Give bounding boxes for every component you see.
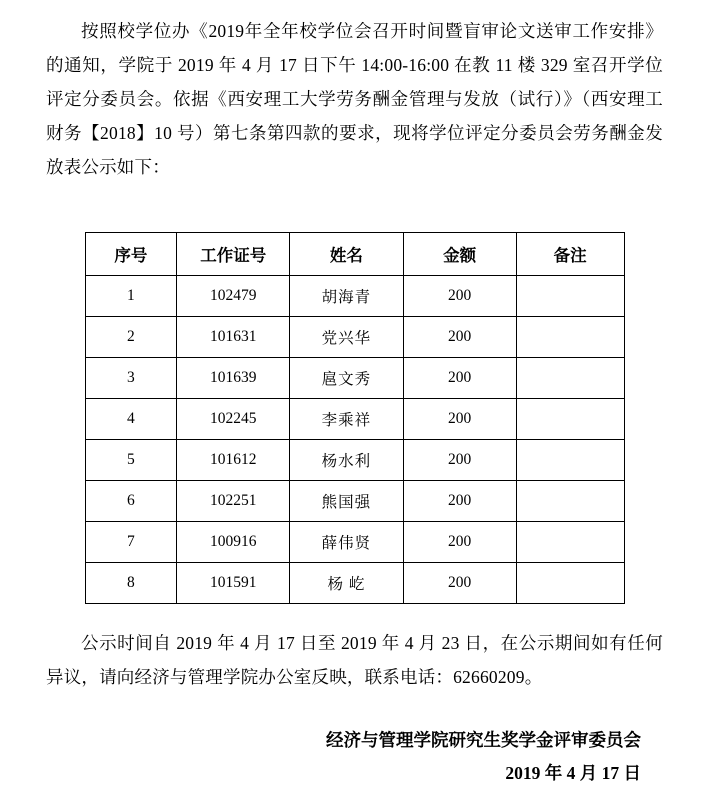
- signature-date: 2019 年 4 月 17 日: [505, 763, 641, 783]
- notice-section: [46, 626, 663, 694]
- table-header: [85, 233, 624, 276]
- cell-note: [516, 317, 624, 358]
- table-row: [85, 522, 624, 563]
- table-body: [85, 276, 624, 604]
- cell-employee-id: 102245: [177, 399, 290, 440]
- cell-note: [516, 276, 624, 317]
- cell-employee-id: 101639: [177, 358, 290, 399]
- signature-organization: 经济与管理学院研究生奖学金评审委员会: [326, 730, 641, 750]
- signature-block: [46, 724, 663, 790]
- cell-name: 胡海青: [290, 276, 403, 317]
- cell-name: 杨 屹: [290, 563, 403, 604]
- cell-name: 薛伟贤: [290, 522, 403, 563]
- table-row: [85, 358, 624, 399]
- intro-section: [46, 14, 663, 184]
- cell-name: 李乘祥: [290, 399, 403, 440]
- cell-name: 熊国强: [290, 481, 403, 522]
- cell-note: [516, 563, 624, 604]
- cell-amount: 200: [403, 358, 516, 399]
- cell-name: 杨水利: [290, 440, 403, 481]
- intro-paragraph: 按照校学位办《2019年全年校学位会召开时间暨盲审论文送审工作安排》的通知，学院于 2019 年 4 月 17 日下午 14:00-16:00 在教 11 楼 329 室召开学位评定分委员会。依据《西安理工大学劳务酬金管理与发放（试行）》（西安理工财务【2018】10 号）第七条第四款的要求，现将学位评定分委员会劳务酬金发放表公示如下：: [46, 21, 663, 177]
- cell-seq: 7: [85, 522, 177, 563]
- cell-note: [516, 440, 624, 481]
- cell-amount: 200: [403, 563, 516, 604]
- cell-amount: 200: [403, 440, 516, 481]
- table-header-row: [85, 233, 624, 276]
- cell-seq: 5: [85, 440, 177, 481]
- table-row: [85, 563, 624, 604]
- table-row: [85, 317, 624, 358]
- cell-amount: 200: [403, 276, 516, 317]
- column-header-amount: 金额: [403, 233, 516, 276]
- fee-table: [85, 232, 625, 604]
- cell-seq: 8: [85, 563, 177, 604]
- notice-paragraph: 公示时间自 2019 年 4 月 17 日至 2019 年 4 月 23 日，在公示期间如有任何异议，请向经济与管理学院办公室反映，联系电话：62660209。: [46, 633, 663, 687]
- cell-employee-id: 101612: [177, 440, 290, 481]
- column-header-seq: 序号: [85, 233, 177, 276]
- cell-employee-id: 102251: [177, 481, 290, 522]
- cell-employee-id: 101631: [177, 317, 290, 358]
- cell-note: [516, 481, 624, 522]
- cell-name: 扈文秀: [290, 358, 403, 399]
- cell-employee-id: 102479: [177, 276, 290, 317]
- cell-name: 党兴华: [290, 317, 403, 358]
- cell-amount: 200: [403, 317, 516, 358]
- cell-seq: 6: [85, 481, 177, 522]
- fee-table-container: [46, 232, 663, 604]
- table-row: [85, 399, 624, 440]
- column-header-note: 备注: [516, 233, 624, 276]
- cell-employee-id: 101591: [177, 563, 290, 604]
- cell-note: [516, 399, 624, 440]
- cell-amount: 200: [403, 481, 516, 522]
- cell-note: [516, 358, 624, 399]
- table-row: [85, 481, 624, 522]
- cell-seq: 2: [85, 317, 177, 358]
- column-header-name: 姓名: [290, 233, 403, 276]
- cell-employee-id: 100916: [177, 522, 290, 563]
- cell-seq: 3: [85, 358, 177, 399]
- column-header-employee-id: 工作证号: [177, 233, 290, 276]
- cell-amount: 200: [403, 522, 516, 563]
- cell-note: [516, 522, 624, 563]
- table-row: [85, 440, 624, 481]
- cell-seq: 4: [85, 399, 177, 440]
- cell-amount: 200: [403, 399, 516, 440]
- table-row: [85, 276, 624, 317]
- cell-seq: 1: [85, 276, 177, 317]
